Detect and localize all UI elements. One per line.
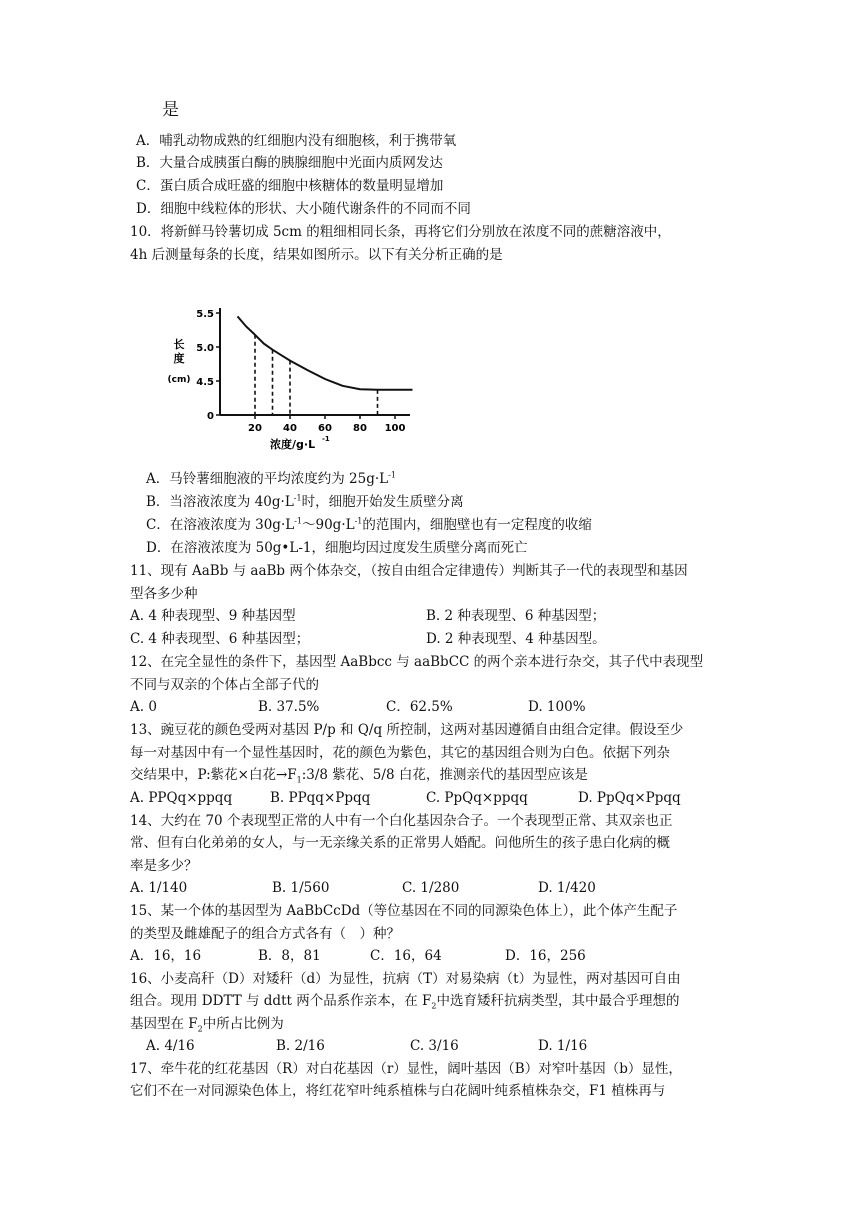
q15-option-c: C．16，64 (370, 948, 442, 964)
q14-option-d: D. 1/420 (538, 880, 596, 896)
unit-sup: -1 (388, 470, 396, 480)
q16-line3-post: 中所占比例为 (202, 1016, 284, 1032)
q9-option-c: C．蛋白质合成旺盛的细胞中核糖体的数量明显增加 (136, 178, 444, 194)
y-tick-label: 5.5 (196, 309, 214, 320)
x-tick-label: 40 (283, 423, 297, 434)
q10-option-c-mid: ～90g·L (302, 517, 355, 533)
q13-stem-line1: 13、豌豆花的颜色受两对基因 P/p 和 Q/q 所控制，这两对基因遵循自由组合定律。假设至少 (130, 722, 684, 738)
q16-line2-post: 中选育矮秆抗病类型，其中最合乎理想的 (436, 993, 680, 1009)
f2-sub: 2 (197, 1024, 203, 1034)
f2-sub: 2 (431, 1001, 437, 1011)
q10-option-c-pre: C．在溶液浓度为 30g·L (146, 517, 295, 533)
q14-option-c: C. 1/280 (402, 880, 460, 896)
q10-option-b-post: 时，细胞开始发生质壁分离 (301, 494, 464, 510)
q16-stem-line3 (130, 1014, 284, 1034)
q12-option-d: D. 100% (528, 699, 586, 715)
q10-option-a-text: A．马铃薯细胞液的平均浓度约为 25g·L (146, 471, 389, 487)
x-tick-label: 100 (384, 423, 406, 434)
q15-stem-line2: 的类型及雌雄配子的组合方式各有（ ）种？ (130, 926, 400, 942)
q11-option-a: A. 4 种表现型、9 种基因型 (130, 608, 296, 624)
y-tick-label: 4.5 (196, 377, 214, 388)
y-axis-label-char: 度 (173, 352, 185, 365)
q13-line3-pre: 交结果中，P:紫花×白花→F (130, 767, 297, 783)
q16-option-a: A. 4/16 (146, 1038, 195, 1054)
x-axis-label: 浓度/g·L (270, 438, 316, 451)
q12-option-a: A. 0 (130, 699, 157, 715)
q10-stem-line2: 4h 后测量每条的长度，结果如图所示。以下有关分析正确的是 (130, 247, 503, 263)
q14-stem-line1: 14、大约在 70 个表现型正常的人中有一个白化基因杂合子。一个表现型正常、其双亲也正 (130, 813, 673, 829)
y-tick-label: 5.0 (196, 343, 214, 354)
q13-option-c: C. PpQq×ppqq (426, 790, 528, 806)
q10-option-b-pre: B．当溶液浓度为 40g·L (146, 494, 294, 510)
q10-option-d: D．在溶液浓度为 50g•L-1，细胞均因过度发生质壁分离而死亡 (146, 540, 528, 556)
x-tick-label: 20 (248, 423, 262, 434)
q15-option-b: B．8，81 (258, 948, 321, 964)
q13-option-a: A. PPQq×ppqq (130, 790, 233, 806)
q14-option-a: A. 1/140 (130, 880, 188, 896)
q15-option-a: A．16，16 (130, 948, 202, 964)
length-vs-concentration-chart (165, 296, 435, 461)
q14-stem-line2: 常、但有白化弟弟的女人，与一无亲缘关系的正常男人婚配。问他所生的孩子患白化病的概 (130, 835, 670, 851)
x-tick-label: 60 (318, 423, 332, 434)
q16-option-d: D. 1/16 (538, 1038, 588, 1054)
q10-option-c-post: 的范围内，细胞壁也有一定程度的收缩 (362, 517, 592, 533)
q15-option-d: D．16，256 (505, 948, 586, 964)
q13-option-b: B. PPqq×Ppqq (270, 790, 371, 806)
q11-stem-line2: 型各多少种 (130, 586, 198, 602)
q9-option-d: D．细胞中线粒体的形状、大小随代谢条件的不同而不同 (136, 201, 471, 217)
y-axis-label-char: 长 (173, 338, 185, 351)
q10-option-b (146, 492, 464, 512)
x-axis-label-sup: -1 (322, 435, 330, 443)
f1-sub: 1 (296, 775, 302, 785)
q9-option-a: A．哺乳动物成熟的红细胞内没有细胞核，利于携带氧 (136, 133, 457, 149)
q11-option-d: D. 2 种表现型、4 种基因型。 (426, 631, 606, 647)
q13-option-d: D. PpQq×Ppqq (578, 790, 681, 806)
q9-option-b: B．大量合成胰蛋白酶的胰腺细胞中光面内质网发达 (136, 155, 443, 171)
y-tick-label: 0 (207, 411, 214, 422)
length-curve (238, 316, 413, 389)
q13-stem-line3 (130, 765, 588, 785)
q10-option-a (146, 469, 396, 489)
q9-stem-tail: 是 (162, 100, 179, 120)
y-axis-unit: (cm) (167, 375, 191, 385)
q14-stem-line3: 率是多少？ (130, 858, 198, 874)
q10-stem-line1: 10．将新鲜马铃薯切成 5cm 的粗细相同长条，再将它们分别放在浓度不同的蔗糖溶液中， (130, 224, 671, 240)
q11-option-b: B. 2 种表现型、6 种基因型； (426, 608, 606, 624)
q12-option-b: B. 37.5% (258, 699, 320, 715)
unit-sup: -1 (294, 516, 302, 526)
unit-sup: -1 (354, 516, 363, 526)
q16-line3-pre: 基因型在 F (130, 1016, 198, 1032)
q12-stem-line1: 12、在完全显性的条件下，基因型 AaBbcc 与 aaBbCC 的两个亲本进行杂交，其子代中表现型 (130, 654, 704, 670)
unit-sup: -1 (293, 493, 302, 503)
q16-line2-pre: 组合。现用 DDTT 与 ddtt 两个品系作亲本，在 F (130, 993, 432, 1009)
q16-option-b: B. 2/16 (276, 1038, 325, 1054)
x-tick-label: 80 (353, 423, 367, 434)
q15-stem-line1: 15、某一个体的基因型为 AaBbCcDd（等位基因在不同的同源染色体上），此个体产生配子 (130, 903, 678, 919)
q13-stem-line2: 每一对基因中有一个显性基因时，花的颜色为紫色，其它的基因组合则为白色。依据下列杂 (130, 745, 670, 761)
q11-option-c: C. 4 种表现型、6 种基因型； (130, 631, 310, 647)
q12-stem-line2: 不同与双亲的个体占全部子代的 (130, 677, 319, 693)
q13-line3-post: :3/8 紫花、5/8 白花，推测亲代的基因型应该是 (301, 767, 588, 783)
q16-option-c: C. 3/16 (410, 1038, 459, 1054)
q11-stem-line1: 11、现有 AaBb 与 aaBb 两个体杂交，（按自由组合定律遗传）判断其子一代的表现型和基因 (130, 563, 688, 579)
q10-option-c (146, 515, 592, 535)
q17-stem-line2: 它们不在一对同源染色体上，将红花窄叶纯系植株与白花阔叶纯系植株杂交，F1 植株再与 (130, 1083, 666, 1099)
q16-stem-line2 (130, 991, 679, 1011)
q17-stem-line1: 17、牵牛花的红花基因（R）对白花基因（r）显性，阔叶基因（B）对窄叶基因（b）显性， (130, 1061, 682, 1077)
q14-option-b: B. 1/560 (272, 880, 330, 896)
q12-option-c: C．62.5% (386, 699, 453, 715)
q16-stem-line1: 16、小麦高秆（D）对矮秆（d）为显性，抗病（T）对易染病（t）为显性，两对基因可自由 (130, 971, 681, 987)
